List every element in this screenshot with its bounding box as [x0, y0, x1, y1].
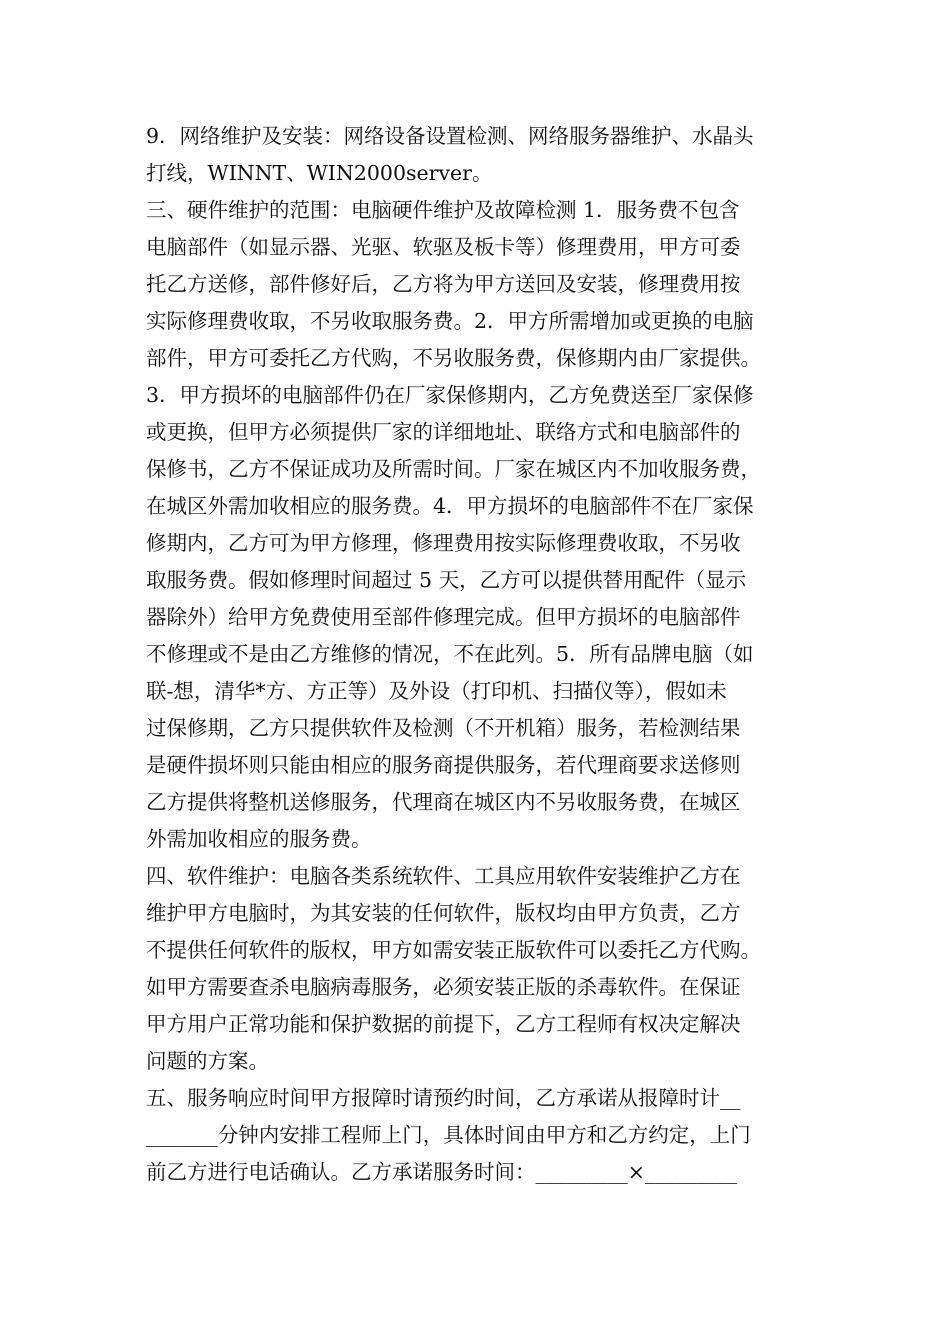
text-line: 或更换，但甲方必须提供厂家的详细地址、联络方式和电脑部件的 — [146, 420, 741, 444]
text-line: _______分钟内安排工程师上门，具体时间由甲方和乙方约定，上门 — [146, 1123, 751, 1147]
text-line: 联-想，清华*方、方正等）及外设（打印机、扫描仪等），假如未 — [146, 679, 727, 703]
text-line: 器除外）给甲方免费使用至部件修理完成。但甲方损坏的电脑部件 — [146, 605, 741, 629]
text-line: 是硬件损坏则只能由相应的服务商提供服务，若代理商要求送修则 — [146, 753, 741, 777]
text-line: 甲方用户正常功能和保护数据的前提下，乙方工程师有权决定解决 — [146, 1012, 741, 1036]
text-line: 部件，甲方可委托乙方代购，不另收服务费，保修期内由厂家提供。 — [146, 346, 761, 370]
text-line: 修期内，乙方可为甲方修理，修理费用按实际修理费收取，不另收 — [146, 531, 741, 555]
text-line: 四、软件维护：电脑各类系统软件、工具应用软件安装维护乙方在 — [146, 864, 741, 888]
text-line: 托乙方送修，部件修好后，乙方将为甲方送回及安装，修理费用按 — [146, 272, 741, 296]
text-line: 外需加收相应的服务费。 — [146, 827, 372, 851]
text-line: 9．网络维护及安装：网络设备设置检测、网络服务器维护、水晶头 — [146, 124, 754, 148]
text-line: 三、硬件维护的范围：电脑硬件维护及故障检测 1．服务费不包含 — [146, 198, 740, 222]
text-line: 乙方提供将整机送修服务，代理商在城区内不另收服务费，在城区 — [146, 790, 741, 814]
text-line: 保修书，乙方不保证成功及所需时间。厂家在城区内不加收服务费， — [146, 457, 761, 481]
text-line: 打线，WINNT、WIN2000server。 — [146, 161, 493, 185]
text-line: 取服务费。假如修理时间超过 5 天，乙方可以提供替用配件（显示 — [146, 568, 747, 592]
text-line: 五、服务响应时间甲方报障时请预约时间，乙方承诺从报障时计__ — [146, 1086, 741, 1110]
text-line: 如甲方需要查杀电脑病毒服务，必须安装正版的杀毒软件。在保证 — [146, 975, 741, 999]
text-line: 不修理或不是由乙方维修的情况，不在此列。5．所有品牌电脑（如 — [146, 642, 754, 666]
text-line: 过保修期，乙方只提供软件及检测（不开机箱）服务，若检测结果 — [146, 716, 741, 740]
text-line: 不提供任何软件的版权，甲方如需安装正版软件可以委托乙方代购。 — [146, 938, 761, 962]
text-line: 3．甲方损坏的电脑部件仍在厂家保修期内，乙方免费送至厂家保修 — [146, 383, 754, 407]
text-line: 问题的方案。 — [146, 1049, 269, 1073]
text-line: 电脑部件（如显示器、光驱、软驱及板卡等）修理费用，甲方可委 — [146, 235, 741, 259]
contract-text-body — [146, 118, 816, 1191]
text-line: 实际修理费收取，不另收取服务费。2．甲方所需增加或更换的电脑 — [146, 309, 754, 333]
text-line: 前乙方进行电话确认。乙方承诺服务时间：_________×_________ — [146, 1160, 738, 1184]
text-line: 维护甲方电脑时，为其安装的任何软件，版权均由甲方负责，乙方 — [146, 901, 741, 925]
text-line: 在城区外需加收相应的服务费。4．甲方损坏的电脑部件不在厂家保 — [146, 494, 754, 518]
